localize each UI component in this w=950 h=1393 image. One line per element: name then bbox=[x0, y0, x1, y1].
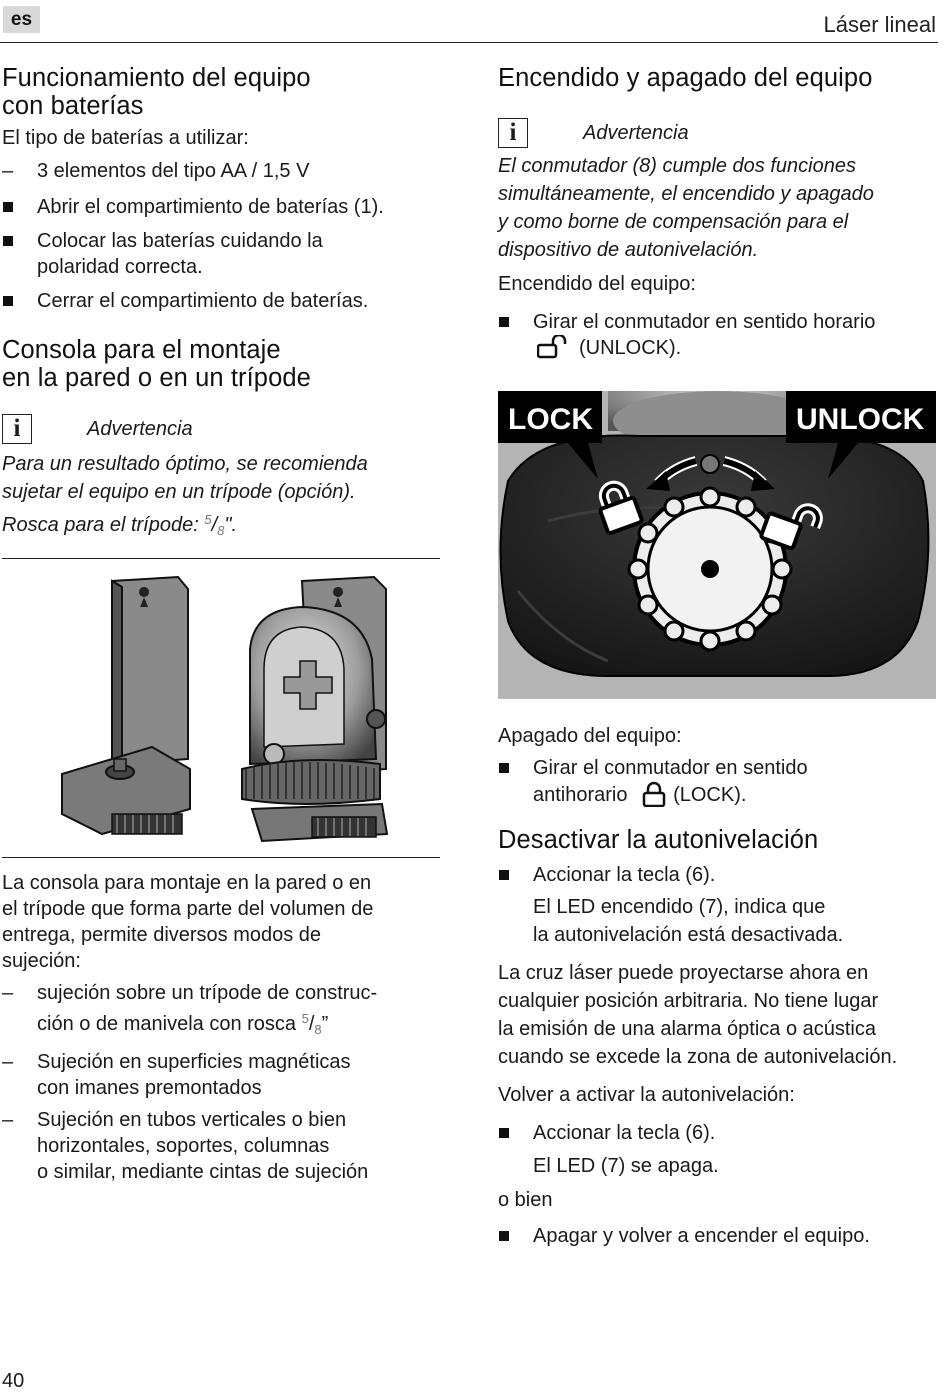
body-text: cualquier posición arbitraria. No tiene lugar bbox=[498, 990, 879, 1012]
switch-figure bbox=[498, 391, 936, 699]
list-item: Colocar las baterías cuidando la polaridad correcta. bbox=[2, 228, 442, 280]
list-item: – 3 elementos del tipo AA / 1,5 V bbox=[2, 160, 310, 182]
header-title: Láser lineal bbox=[823, 12, 936, 37]
console-body bbox=[2, 870, 442, 1185]
dash-bullet: – bbox=[2, 982, 14, 1004]
list-item: Accionar la tecla (6). bbox=[498, 1120, 938, 1146]
lock-label: LOCK bbox=[508, 403, 593, 436]
body-text: el trípode que forma parte del volumen de bbox=[2, 898, 374, 920]
header-divider bbox=[0, 42, 938, 43]
unlock-label: UNLOCK bbox=[796, 403, 925, 436]
unlock-icon bbox=[537, 335, 571, 359]
off-label: Apagado del equipo: bbox=[498, 725, 682, 747]
square-bullet bbox=[3, 202, 13, 212]
on-label: Encendido del equipo: bbox=[498, 273, 696, 295]
section-batteries bbox=[2, 64, 442, 314]
note-text: sujetar el equipo en un trípode (opción). bbox=[2, 481, 356, 503]
dash-bullet: – bbox=[2, 160, 14, 182]
list-item: Apagar y volver a encender el equipo. bbox=[498, 1223, 938, 1249]
language-badge: es bbox=[3, 6, 40, 33]
body-text: El LED (7) se apaga. bbox=[533, 1155, 719, 1177]
wall-mount-figure bbox=[2, 559, 442, 857]
square-bullet bbox=[3, 296, 13, 306]
note-header bbox=[2, 414, 442, 446]
switch-illustration bbox=[498, 391, 936, 699]
list-item: Girar el conmutador en sentido horario (UNLOCK). bbox=[498, 309, 938, 361]
heading-autolevel: Desactivar la autonivelación bbox=[498, 826, 819, 854]
list-item: – Sujeción en tubos verticales o bien horizontales, soportes, columnas o similar, mediante cintas de sujeción bbox=[2, 1109, 369, 1183]
batteries-intro: El tipo de baterías a utilizar: bbox=[2, 127, 249, 149]
reactivate-label: Volver a activar la autonivelación: bbox=[498, 1084, 795, 1106]
page-number: 40 bbox=[2, 1370, 25, 1392]
wall-mount-illustration bbox=[2, 559, 440, 857]
note-text: y como borne de compensación para el bbox=[498, 211, 849, 233]
body-text: El LED encendido (7), indica que bbox=[533, 896, 826, 918]
list-item: – Sujeción en superficies magnéticas con imanes premontados bbox=[2, 1051, 351, 1099]
square-bullet bbox=[499, 1128, 509, 1138]
body-text: cuando se excede la zona de autonivelación. bbox=[498, 1046, 898, 1068]
note-title: Advertencia bbox=[583, 122, 689, 144]
body-text: la emisión de una alarma óptica o acústica bbox=[498, 1018, 876, 1040]
list-item: Girar el conmutador en sentido antihorario (LOCK). bbox=[498, 755, 938, 808]
square-bullet bbox=[499, 763, 509, 773]
lock-icon bbox=[641, 781, 667, 807]
body-text: o bien bbox=[498, 1189, 553, 1211]
note-text: El conmutador (8) cumple dos funciones bbox=[498, 155, 856, 177]
heading-batteries-line1: Funcionamiento del equipo bbox=[2, 64, 311, 92]
list-item: Cerrar el compartimiento de baterías. bbox=[2, 288, 442, 314]
heading-console-line2: en la pared o en un trípode bbox=[2, 364, 311, 392]
note-text: Para un resultado óptimo, se recomienda bbox=[2, 453, 368, 475]
square-bullet bbox=[3, 236, 13, 246]
square-bullet bbox=[499, 870, 509, 880]
left-column bbox=[2, 60, 442, 1185]
figure-bottom-rule bbox=[2, 857, 440, 858]
body-text: La cruz láser puede proyectarse ahora en bbox=[498, 962, 869, 984]
list-item: Abrir el compartimiento de baterías (1). bbox=[2, 194, 442, 220]
note-header bbox=[498, 118, 938, 150]
list-item: – sujeción sobre un trípode de construc- ción o de manivela con rosca $^5/_8$” bbox=[2, 982, 378, 1037]
dash-bullet: – bbox=[2, 1051, 14, 1073]
dash-bullet: – bbox=[2, 1109, 14, 1131]
heading-batteries-line2: con baterías bbox=[2, 92, 144, 120]
body-text: sujeción: bbox=[2, 950, 81, 972]
note-text: dispositivo de autonivelación. bbox=[498, 239, 759, 261]
body-text: entrega, permite diversos modos de bbox=[2, 924, 322, 946]
info-icon: i bbox=[2, 414, 32, 444]
note-text: simultáneamente, el encendido y apagado bbox=[498, 183, 874, 205]
heading-power: Encendido y apagado del equipo bbox=[498, 64, 873, 92]
right-column bbox=[498, 60, 938, 1249]
body-text: La consola para montaje en la pared o en bbox=[2, 872, 372, 894]
info-icon: i bbox=[498, 118, 528, 148]
list-item: Accionar la tecla (6). bbox=[498, 862, 938, 888]
note-title: Advertencia bbox=[87, 418, 193, 440]
square-bullet bbox=[499, 317, 509, 327]
section-console bbox=[2, 336, 442, 544]
note-text: Rosca para el trípode: $^5/_8$". bbox=[2, 512, 238, 538]
heading-console-line1: Consola para el montaje bbox=[2, 336, 281, 364]
body-text: la autonivelación está desactivada. bbox=[533, 924, 844, 946]
square-bullet bbox=[499, 1231, 509, 1241]
